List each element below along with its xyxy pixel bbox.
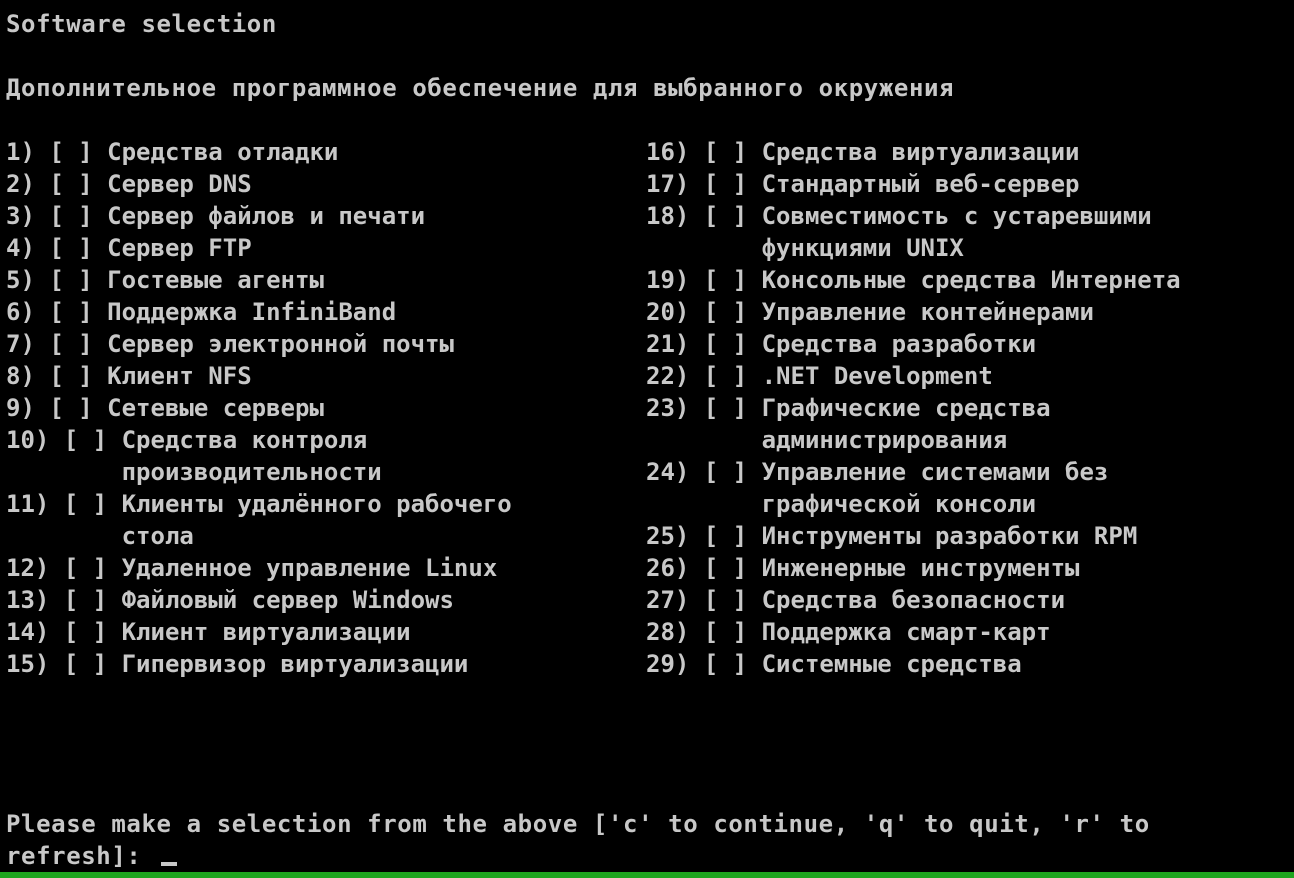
option-checkbox[interactable]: [ ] — [703, 202, 762, 230]
option-label: Средства виртуализации — [761, 138, 1080, 166]
software-option[interactable] — [6, 264, 324, 296]
software-option[interactable] — [646, 168, 1079, 200]
option-label-continued: стола — [6, 522, 194, 550]
option-label: Инструменты разработки RPM — [761, 522, 1138, 550]
selection-prompt-tail: refresh]: — [6, 842, 157, 870]
option-checkbox[interactable]: [ ] — [703, 170, 762, 198]
software-option[interactable] — [646, 648, 1022, 680]
option-label-continued: администрирования — [646, 426, 1008, 454]
software-option[interactable] — [6, 200, 425, 232]
software-option[interactable] — [6, 584, 454, 616]
option-checkbox[interactable]: [ ] — [49, 234, 108, 262]
option-label: Гипервизор виртуализации — [121, 650, 469, 678]
option-checkbox[interactable]: [ ] — [49, 202, 108, 230]
option-label: Сервер DNS — [107, 170, 252, 198]
selection-prompt: Please make a selection from the above ['c' to continue, 'q' to quit, 'r' to — [6, 810, 1150, 838]
option-checkbox[interactable]: [ ] — [49, 138, 108, 166]
software-option[interactable] — [646, 328, 1036, 360]
option-label: Удаленное управление Linux — [121, 554, 498, 582]
option-number: 19) — [646, 266, 704, 294]
software-option[interactable] — [646, 296, 1094, 328]
option-checkbox[interactable]: [ ] — [49, 330, 108, 358]
software-option[interactable] — [6, 232, 252, 264]
option-label: Поддержка смарт-карт — [761, 618, 1051, 646]
option-number: 15) — [6, 650, 64, 678]
option-number: 5) — [6, 266, 50, 294]
option-number: 8) — [6, 362, 50, 390]
option-number: 11) — [6, 490, 64, 518]
option-label: Клиент виртуализации — [121, 618, 411, 646]
option-checkbox[interactable]: [ ] — [63, 618, 122, 646]
option-label: Поддержка InfiniBand — [107, 298, 397, 326]
option-checkbox[interactable]: [ ] — [49, 362, 108, 390]
option-label-continued: графической консоли — [646, 490, 1037, 518]
option-number: 4) — [6, 234, 50, 262]
option-number: 20) — [646, 298, 704, 326]
option-number: 14) — [6, 618, 64, 646]
option-checkbox[interactable]: [ ] — [703, 298, 762, 326]
option-label: Гостевые агенты — [107, 266, 324, 294]
option-label: Сетевые серверы — [107, 394, 324, 422]
software-option[interactable] — [646, 520, 1137, 552]
option-number: 3) — [6, 202, 50, 230]
option-number: 10) — [6, 426, 64, 454]
software-option[interactable] — [6, 360, 252, 392]
option-number: 17) — [646, 170, 704, 198]
option-number: 7) — [6, 330, 50, 358]
option-checkbox[interactable]: [ ] — [63, 586, 122, 614]
software-option[interactable] — [646, 584, 1065, 616]
option-checkbox[interactable]: [ ] — [703, 330, 762, 358]
software-option[interactable] — [646, 200, 1152, 232]
software-option[interactable] — [646, 360, 993, 392]
option-checkbox[interactable]: [ ] — [49, 298, 108, 326]
software-option[interactable] — [6, 136, 338, 168]
option-label: Системные средства — [761, 650, 1022, 678]
option-checkbox[interactable]: [ ] — [703, 586, 762, 614]
software-option[interactable] — [6, 488, 512, 520]
software-option[interactable] — [6, 552, 497, 584]
option-number: 21) — [646, 330, 704, 358]
software-option[interactable] — [6, 168, 252, 200]
software-option[interactable] — [6, 328, 454, 360]
option-number: 26) — [646, 554, 704, 582]
option-number: 16) — [646, 138, 704, 166]
option-number: 12) — [6, 554, 64, 582]
software-option[interactable] — [646, 616, 1051, 648]
option-number: 23) — [646, 394, 704, 422]
option-number: 22) — [646, 362, 704, 390]
option-label: Средства разработки — [761, 330, 1037, 358]
software-option[interactable] — [6, 392, 324, 424]
software-option[interactable] — [646, 456, 1108, 488]
option-number: 29) — [646, 650, 704, 678]
software-option[interactable] — [646, 392, 1051, 424]
option-label: Инженерные инструменты — [761, 554, 1080, 582]
option-number: 25) — [646, 522, 704, 550]
option-number: 6) — [6, 298, 50, 326]
input-cursor[interactable] — [161, 862, 177, 866]
option-number: 27) — [646, 586, 704, 614]
option-label: Клиент NFS — [107, 362, 252, 390]
option-label-continued: производительности — [6, 458, 382, 486]
option-checkbox[interactable]: [ ] — [703, 362, 762, 390]
option-checkbox[interactable]: [ ] — [703, 650, 762, 678]
option-checkbox[interactable]: [ ] — [63, 650, 122, 678]
screen-subtitle: Дополнительное программное обеспечение для выбранного окружения — [6, 74, 955, 102]
option-checkbox[interactable]: [ ] — [703, 554, 762, 582]
option-checkbox[interactable]: [ ] — [703, 394, 762, 422]
option-checkbox[interactable]: [ ] — [703, 138, 762, 166]
option-number: 28) — [646, 618, 704, 646]
software-option[interactable] — [6, 424, 367, 456]
option-checkbox[interactable]: [ ] — [703, 618, 762, 646]
option-checkbox[interactable]: [ ] — [49, 266, 108, 294]
option-number: 18) — [646, 202, 704, 230]
option-label: .NET Development — [761, 362, 993, 390]
software-option[interactable] — [6, 616, 411, 648]
software-option[interactable] — [646, 264, 1181, 296]
option-label: Консольные средства Интернета — [761, 266, 1181, 294]
option-label: Сервер электронной почты — [107, 330, 454, 358]
screen-title: Software selection — [6, 10, 277, 38]
selection-prompt-cont[interactable] — [6, 840, 177, 872]
status-bar — [0, 872, 1294, 878]
software-option[interactable] — [6, 296, 396, 328]
option-label: Средства контроля — [121, 426, 368, 454]
option-label: Стандартный веб-сервер — [761, 170, 1080, 198]
option-number: 24) — [646, 458, 704, 486]
option-checkbox[interactable]: [ ] — [49, 170, 108, 198]
option-number: 1) — [6, 138, 50, 166]
option-checkbox[interactable]: [ ] — [63, 426, 122, 454]
option-checkbox[interactable]: [ ] — [703, 266, 762, 294]
option-label-continued: функциями UNIX — [646, 234, 964, 262]
option-label: Управление системами без — [761, 458, 1109, 486]
option-number: 13) — [6, 586, 64, 614]
option-label: Сервер FTP — [107, 234, 252, 262]
option-number: 9) — [6, 394, 50, 422]
option-checkbox[interactable]: [ ] — [63, 554, 122, 582]
option-checkbox[interactable]: [ ] — [703, 458, 762, 486]
software-option[interactable] — [646, 136, 1079, 168]
option-label: Клиенты удалённого рабочего — [121, 490, 512, 518]
option-number: 2) — [6, 170, 50, 198]
option-label: Управление контейнерами — [761, 298, 1094, 326]
option-label: Средства отладки — [107, 138, 339, 166]
option-label: Сервер файлов и печати — [107, 202, 426, 230]
option-checkbox[interactable]: [ ] — [63, 490, 122, 518]
software-option[interactable] — [646, 552, 1079, 584]
option-label: Средства безопасности — [761, 586, 1066, 614]
option-label: Файловый сервер Windows — [121, 586, 454, 614]
option-checkbox[interactable]: [ ] — [49, 394, 108, 422]
option-label: Совместимость с устаревшими — [761, 202, 1152, 230]
option-checkbox[interactable]: [ ] — [703, 522, 762, 550]
software-option[interactable] — [6, 648, 468, 680]
option-label: Графические средства — [761, 394, 1051, 422]
